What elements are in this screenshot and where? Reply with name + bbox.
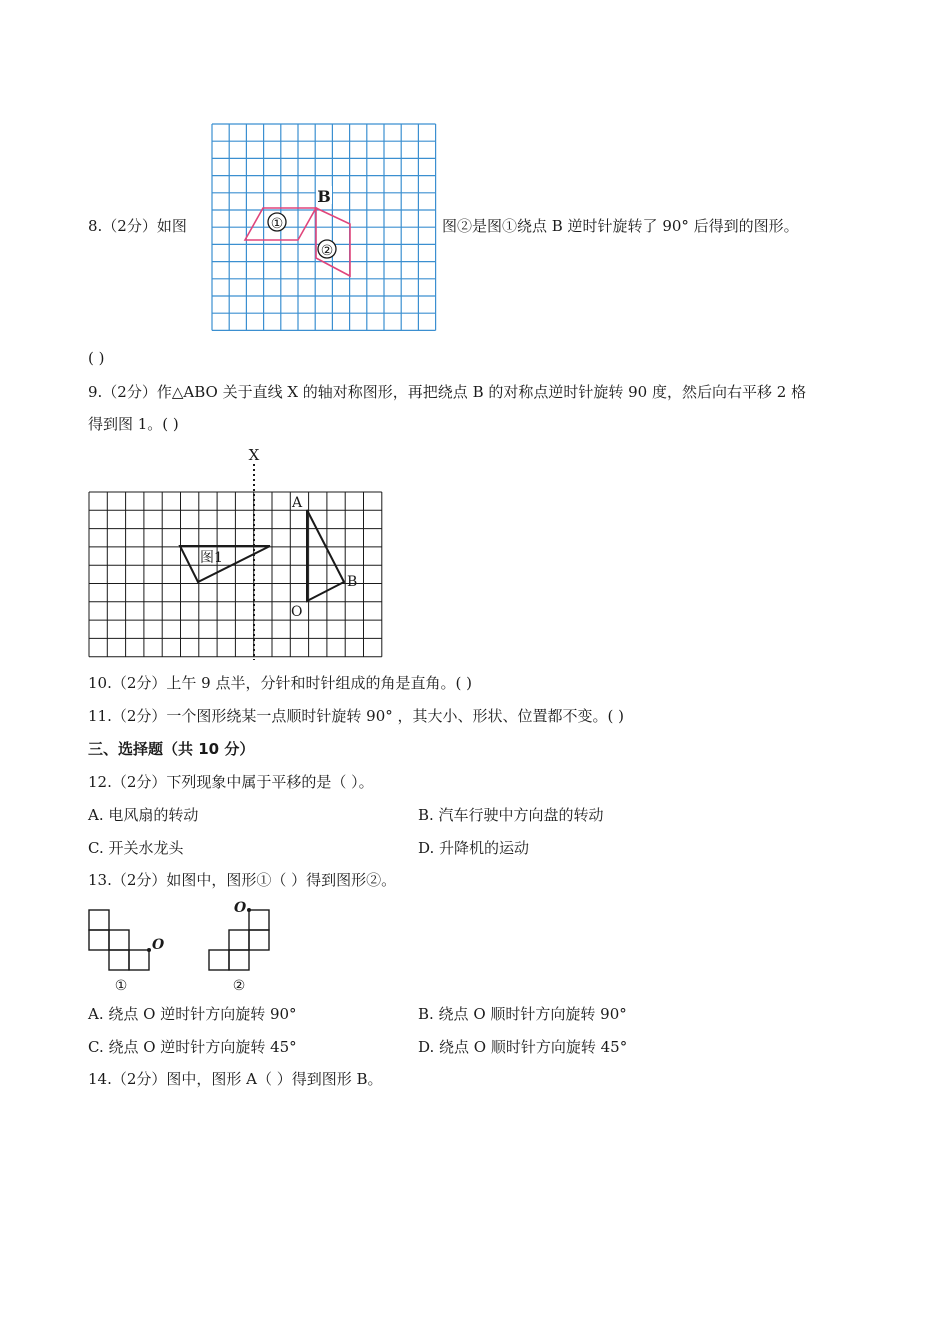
q13-point-label-1: O	[152, 937, 165, 953]
q12-option-d: D. 升降机的运动	[418, 839, 530, 857]
q9-label-a: A	[292, 495, 303, 511]
q13-point-o-1	[147, 948, 151, 952]
q13-point-label-2: O	[234, 900, 247, 916]
q9-label-o: O	[291, 604, 303, 620]
q9-axis-label: X	[248, 446, 260, 464]
q10-text: 10.（2分）上午 9 点半，分针和时针组成的角是直角。( )	[88, 674, 472, 692]
q9-line1: 9.（2分）作△ABO 关于直线 X 的轴对称图形，再把绕点 B 的对称点逆时针旋转 90 度，然后向右平移 2 格	[88, 383, 807, 401]
q13-label-2: ②	[232, 978, 246, 994]
q8-shape2-label: ②	[320, 243, 334, 259]
q8-figure	[210, 122, 436, 328]
q9-grid	[89, 492, 382, 657]
q9-label-b: B	[347, 574, 358, 590]
q12-option-a: A. 电风扇的转动	[88, 806, 199, 824]
q8-answer-bracket: ( )	[88, 349, 105, 367]
q13-figure	[86, 900, 286, 992]
q13-label-1: ①	[114, 978, 128, 994]
q9-shape-fig1	[180, 546, 270, 582]
q8-suffix: 图②是图①绕点 B 逆时针旋转了 90° 后得到的图形。	[442, 217, 799, 235]
q12-option-b: B. 汽车行驶中方向盘的转动	[418, 806, 604, 824]
q13-option-d: D. 绕点 O 顺时针方向旋转 45°	[418, 1038, 628, 1056]
section3-title: 三、选择题（共 10 分）	[88, 740, 255, 758]
q11-text: 11.（2分）一个图形绕某一点顺时针旋转 90° ，其大小、形状、位置都不变。( )	[88, 707, 624, 725]
q8-point-b-label: B	[317, 187, 331, 206]
q9-figure	[86, 444, 386, 664]
q13-shape2	[209, 910, 269, 970]
q14-stem: 14.（2分）图中，图形 A（ ）得到图形 B。	[88, 1070, 383, 1088]
q12-stem: 12.（2分）下列现象中属于平移的是（ ）。	[88, 773, 374, 791]
q13-option-c: C. 绕点 O 逆时针方向旋转 45°	[88, 1038, 297, 1056]
q8-grid	[212, 124, 436, 330]
q13-option-a: A. 绕点 O 逆时针方向旋转 90°	[88, 1005, 297, 1023]
q13-point-o-2	[247, 908, 251, 912]
q12-option-c: C. 开关水龙头	[88, 839, 184, 857]
q13-shape1	[89, 910, 149, 970]
q8-prefix: 8.（2分）如图	[88, 217, 187, 235]
q13-stem: 13.（2分）如图中，图形①（ ）得到图形②。	[88, 871, 397, 889]
q9-line2: 得到图 1。( )	[88, 415, 179, 433]
q9-shape-label: 图1	[200, 550, 223, 566]
q9-triangle-abo	[307, 510, 344, 601]
q13-option-b: B. 绕点 O 顺时针方向旋转 90°	[418, 1005, 627, 1023]
q8-shape1-label: ①	[270, 216, 284, 232]
